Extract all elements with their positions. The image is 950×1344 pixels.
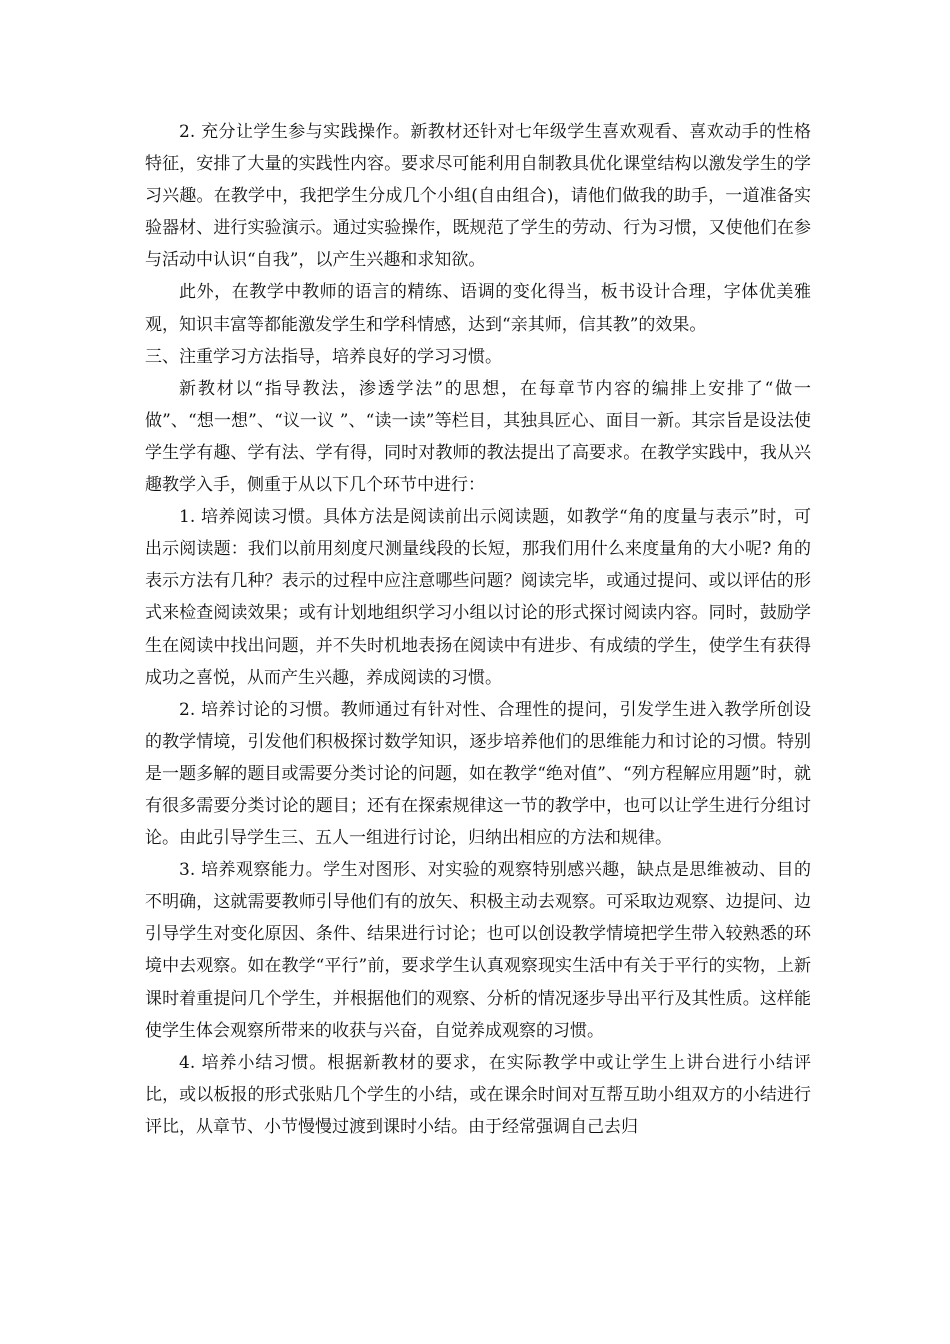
paragraph-observation-ability: 3. 培养观察能力。学生对图形、对实验的观察特别感兴趣，缺点是思维被动、目的不明确，这就需要教师引导他们有的放矢、积极主动去观察。可采取边观察、边提问、边引导学生对变化原因、条件、结果进行讨论；也可以创设教学情境把学生带入较熟悉的环境中去观察。如在教学“平行”前，要求学生认真观察现实生活中有关于平行的实物，上新课时着重提问几个学生，并根据他们的观察、分析的情况逐步导出平行及其性质。这样能使学生体会观察所带来的收获与兴奋，自觉养成观察的习惯。 <box>145 860 811 1041</box>
paragraph-practice: 2. 充分让学生参与实践操作。新教材还针对七年级学生喜欢观看、喜欢动手的性格特征，安排了大量的实践性内容。要求尽可能利用自制教具优化课堂结构以激发学生的学习兴趣。在教学中，我把学生分成几个小组(自由组合)，请他们做我的助手，一道准备实验器材、进行实验演示。通过实验操作，既规范了学生的劳动、行为习惯，又使他们在参与活动中认识“自我”，以产生兴趣和求知欲。 <box>145 122 811 271</box>
paragraph-summary-habit: 4. 培养小结习惯。根据新教材的要求，在实际教学中或让学生上讲台进行小结评比，或以板报的形式张贴几个学生的小结，或在课余时间对互帮互助小组双方的小结进行评比，从章节、小节慢慢过渡到课时小结。由于经常强调自己去归 <box>145 1052 811 1137</box>
document-page <box>145 116 811 1143</box>
paragraph-discussion-habit: 2. 培养讨论的习惯。教师通过有针对性、合理性的提问，引发学生进入教学所创设的教学情境，引发他们积极探讨数学知识，逐步培养他们的思维能力和讨论的习惯。特别是一题多解的题目或需要分类讨论的问题，如在教学“绝对值”、“列方程解应用题”时，就有很多需要分类讨论的题目；还有在探索规律这一节的教学中，也可以让学生进行分组讨论。由此引导学生三、五人一组进行讨论，归纳出相应的方法和规律。 <box>145 699 811 849</box>
paragraph-teacher-language: 此外，在教学中教师的语言的精练、语调的变化得当，板书设计合理，字体优美雅观，知识丰富等都能激发学生和学科情感，达到“亲其师，信其教”的效果。 <box>145 282 811 335</box>
paragraph-new-textbook: 新教材以“指导教法，渗透学法”的思想，在每章节内容的编排上安排了“做一做”、“想一想”、“议一议 ”、“读一读”等栏目，其独具匠心、面目一新。其宗旨是设法使学生学有趣、学有法、学有得，同时对教师的教法提出了高要求。在教学实践中，我从兴趣教学入手，侧重于从以下几个环节中进行： <box>145 378 811 496</box>
section-heading: 三、注重学习方法指导，培养良好的学习习惯。 <box>145 346 502 367</box>
paragraph-reading-habit: 1. 培养阅读习惯。具体方法是阅读前出示阅读题，如教学“角的度量与表示”时，可出示阅读题：我们以前用刻度尺测量线段的长短，那我们用什么来度量角的大小呢? 角的表示方法有几种？表示的过程中应注意哪些问题？阅读完毕，或通过提问、或以评估的形式来检查阅读效果；或有计划地组织学习小组以讨论的形式探讨阅读内容。同时，鼓励学生在阅读中找出问题，并不失时机地表扬在阅读中有进步、有成绩的学生，使学生有获得成功之喜悦，从而产生兴趣，养成阅读的习惯。 <box>145 507 811 688</box>
